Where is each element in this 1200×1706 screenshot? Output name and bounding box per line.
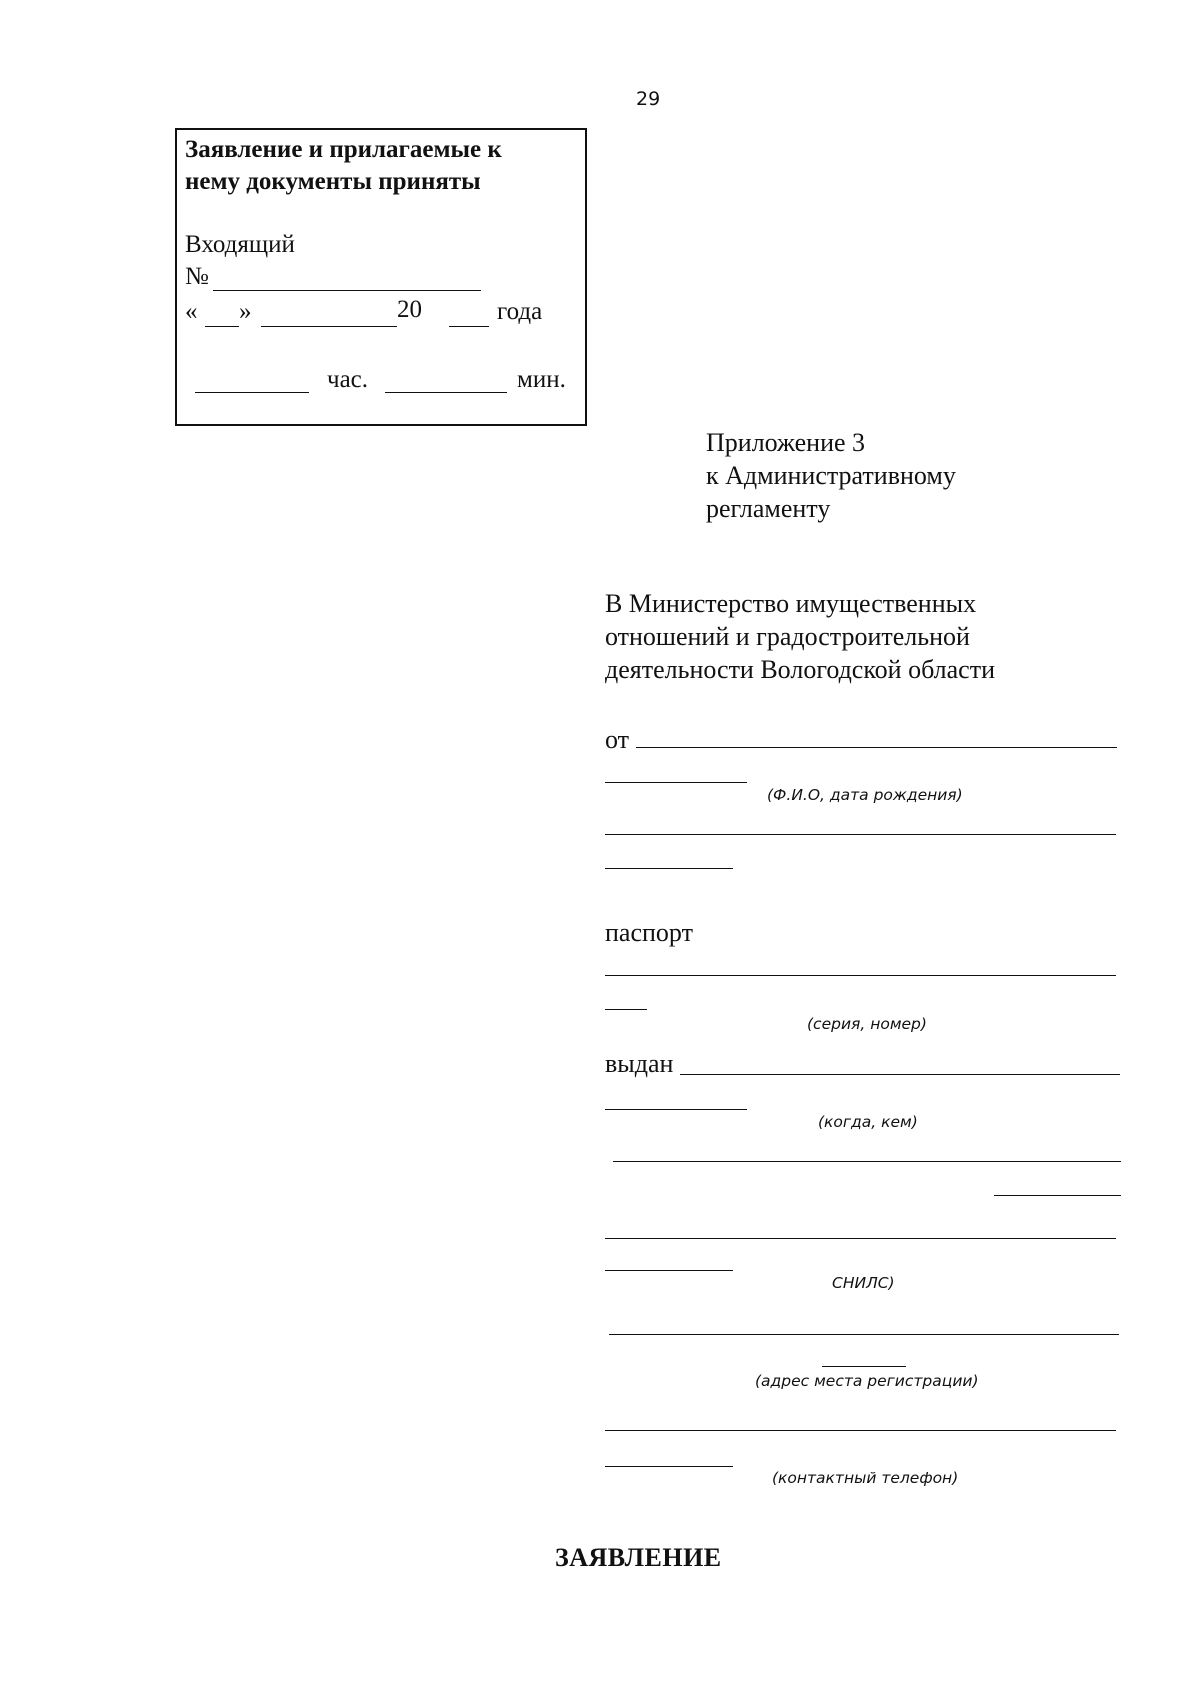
- issued-caption: (когда, кем): [818, 1113, 918, 1131]
- phone-caption: (контактный телефон): [772, 1469, 959, 1487]
- fio-caption: (Ф.И.О, дата рождения): [767, 786, 963, 804]
- from-line: [636, 747, 1117, 748]
- phone-short-line: [605, 1466, 733, 1467]
- stamp-quote-close: »: [239, 298, 252, 325]
- appendix-line-3: регламенту: [706, 494, 831, 523]
- passport-line: [605, 975, 1116, 976]
- from-label: от: [605, 725, 630, 754]
- stamp-hour-line: [195, 392, 309, 393]
- phone-line: [605, 1430, 1116, 1431]
- appendix-line-1: Приложение 3: [706, 428, 866, 457]
- issued-short-line-2: [994, 1195, 1121, 1196]
- address-line: [609, 1334, 1119, 1335]
- addressee-line-1: В Министерство имущественных: [605, 589, 977, 618]
- acceptance-stamp: [175, 128, 587, 426]
- fio-line-2: [605, 834, 1116, 835]
- stamp-year-prefix: 20: [397, 296, 422, 323]
- stamp-incoming-label: Входящий: [185, 231, 295, 258]
- snils-line: [605, 1238, 1116, 1239]
- stamp-minute-line: [385, 392, 507, 393]
- appendix-line-2: к Административному: [706, 461, 956, 490]
- snils-caption: СНИЛС): [832, 1274, 895, 1292]
- stamp-title: Заявление и прилагаемые к нему документы приняты: [185, 136, 502, 195]
- fio-short-line-2: [605, 868, 733, 869]
- stamp-minute-label: мин.: [517, 366, 566, 393]
- addressee-line-3: деятельности Вологодской области: [605, 655, 995, 684]
- page-number: 29: [636, 88, 661, 110]
- issued-line-2: [613, 1161, 1121, 1162]
- issued-short-line: [605, 1109, 747, 1110]
- snils-short-line: [605, 1270, 733, 1271]
- passport-short-line: [605, 1009, 647, 1010]
- addressee-line-2: отношений и градостроительной: [605, 622, 970, 651]
- stamp-number-line: [213, 290, 481, 291]
- stamp-year-suffix: года: [497, 298, 543, 325]
- series-caption: (серия, номер): [807, 1015, 927, 1033]
- issued-label: выдан: [605, 1049, 674, 1078]
- passport-label: паспорт: [605, 918, 693, 947]
- fio-short-line: [605, 782, 747, 783]
- issued-line: [680, 1074, 1120, 1075]
- stamp-month-line: [261, 326, 397, 327]
- stamp-hour-label: час.: [327, 366, 369, 393]
- stamp-quote-open: «: [185, 298, 198, 325]
- stamp-number-sign: №: [185, 263, 209, 290]
- stamp-day-line: [205, 326, 239, 327]
- address-caption: (адрес места регистрации): [755, 1372, 979, 1390]
- stamp-year-line: [449, 326, 489, 327]
- document-heading: ЗАЯВЛЕНИЕ: [555, 1543, 722, 1572]
- address-short-line: [822, 1366, 906, 1367]
